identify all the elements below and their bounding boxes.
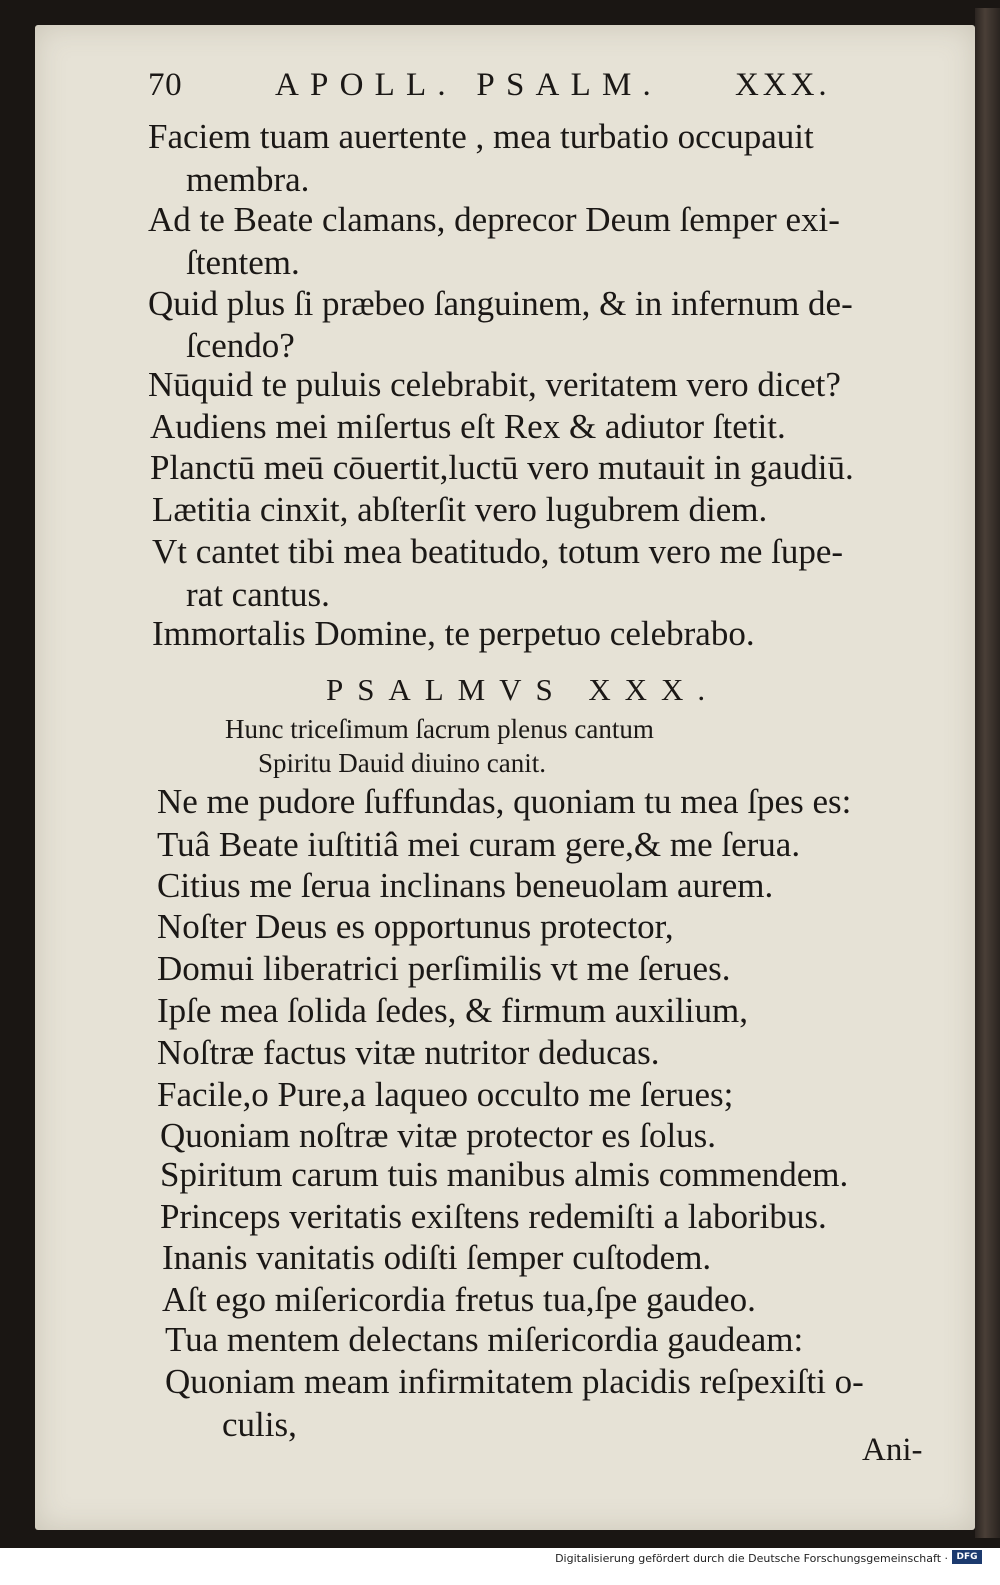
verse-line: Tua mentem delectans miſericordia gaudeam: [165, 1320, 804, 1359]
verse-continuation: ſtentem. [186, 243, 300, 282]
verse-line: Faciem tuam auertente , mea turbatio occupauit [148, 117, 814, 156]
digitization-credit: Digitalisierung gefördert durch die Deutsche Forschungsgemeinschaft · [555, 1552, 948, 1565]
verse-line: Inanis vanitatis odiſti ſemper cuſtodem. [162, 1238, 712, 1277]
running-head-number: XXX. [735, 67, 831, 103]
psalm-argument-line: Hunc triceſimum ſacrum plenus cantum [225, 714, 654, 744]
psalm-argument-line: Spiritu Dauid diuino canit. [258, 748, 546, 778]
verse-continuation: membra. [186, 160, 310, 199]
running-head-title: APOLL. PSALM. [275, 67, 662, 103]
verse-line: Ne me pudore ſuffundas, quoniam tu mea ſpes es: [157, 782, 852, 821]
verse-line: Citius me ſerua inclinans beneuolam aurem. [157, 866, 774, 905]
verse-line: Facile,o Pure,a laqueo occulto me ſerues; [157, 1075, 734, 1114]
verse-continuation: culis, [222, 1405, 297, 1444]
verse-line: Quoniam noſtræ vitæ protector es ſolus. [160, 1116, 717, 1155]
verse-line: Ipſe mea ſolida ſedes, & firmum auxilium, [157, 991, 748, 1030]
verse-line: Noſtræ factus vitæ nutritor deducas. [157, 1033, 660, 1072]
verse-line: Princeps veritatis exiſtens redemiſti a laboribus. [160, 1197, 827, 1236]
verse-line: Quoniam meam infirmitatem placidis reſpexiſti o- [165, 1362, 864, 1401]
verse-line: Tuâ Beate iuſtitiâ mei curam gere,& me ſerua. [157, 825, 801, 864]
verse-line: Immortalis Domine, te perpetuo celebrabo. [152, 614, 755, 653]
folio-number: 70 [148, 67, 183, 103]
verse-line: Quid plus ſi præbeo ſanguinem, & in infernum de- [148, 284, 853, 323]
verse-line: Vt cantet tibi mea beatitudo, totum vero me ſupe- [152, 532, 844, 571]
verse-line: Audiens mei miſertus eſt Rex & adiutor ſtetit. [150, 407, 786, 446]
verse-line: Spiritum carum tuis manibus almis commendem. [160, 1155, 849, 1194]
verse-line: Noſter Deus es opportunus protector, [157, 907, 674, 946]
verse-line: Ad te Beate clamans, deprecor Deum ſemper exi- [148, 200, 840, 239]
verse-continuation: ſcendo? [186, 326, 295, 365]
psalm-heading: PSALMVS XXX. [326, 672, 720, 707]
verse-line: Nūquid te puluis celebrabit, veritatem vero dicet? [148, 365, 841, 404]
catchword: Ani- [862, 1432, 923, 1468]
dfg-logo-icon: DFG [952, 1550, 982, 1564]
verse-continuation: rat cantus. [186, 575, 330, 614]
verse-line: Aſt ego miſericordia fretus tua,ſpe gaudeo. [162, 1280, 756, 1319]
page-edge [975, 8, 1000, 1538]
verse-line: Domui liberatrici perſimilis vt me ſerues. [157, 949, 731, 988]
verse-line: Lætitia cinxit, abſterſit vero lugubrem diem. [152, 490, 768, 529]
verse-line: Planctū meū cōuertit,luctū vero mutauit in gaudiū. [150, 448, 854, 487]
